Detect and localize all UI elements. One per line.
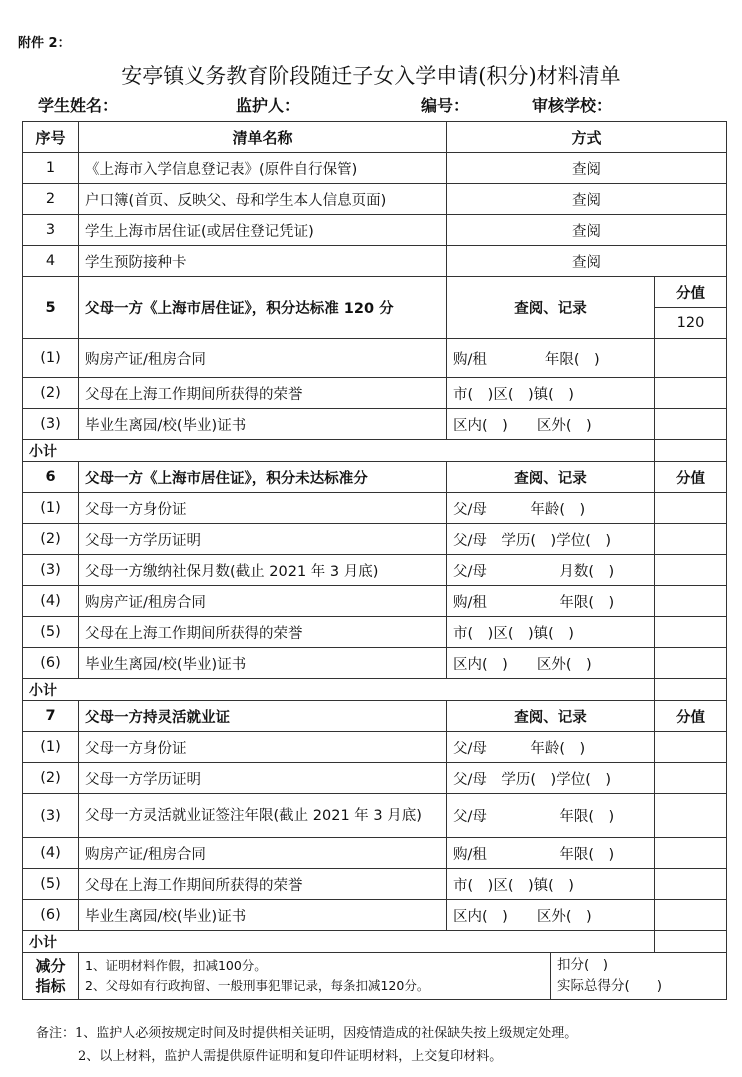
row-score-cell <box>655 838 727 869</box>
subtotal-row <box>23 679 727 701</box>
row-name: 毕业生离园/校(毕业)证书 <box>79 900 447 931</box>
section6-header-row <box>23 462 727 493</box>
row-seq: (6) <box>23 900 79 931</box>
row-seq: 4 <box>23 246 79 277</box>
deduction-rules <box>79 953 551 1000</box>
section7-score-label: 分值 <box>655 701 727 732</box>
row-name: 父母在上海工作期间所获得的荣誉 <box>79 378 447 409</box>
table-header-row <box>23 122 727 153</box>
table-row <box>23 555 727 586</box>
row-seq: (3) <box>23 555 79 586</box>
table-row <box>23 184 727 215</box>
section5-seq: 5 <box>23 277 79 339</box>
row-detail: 购/租 年限( ) <box>447 838 655 869</box>
deduct-points: 扣分( ) <box>557 957 609 973</box>
row-name: 学生预防接种卡 <box>79 246 447 277</box>
subtotal-score-cell <box>655 931 727 953</box>
row-score-cell <box>655 493 727 524</box>
section6-seq: 6 <box>23 462 79 493</box>
row-seq: (2) <box>23 763 79 794</box>
table-row <box>23 246 727 277</box>
subtotal-label: 小计 <box>23 931 655 953</box>
table-row <box>23 648 727 679</box>
row-method: 查阅 <box>447 215 727 246</box>
row-method: 查阅 <box>447 246 727 277</box>
attachment-label: 附件 2： <box>18 36 71 51</box>
row-detail: 父/母 年龄( ) <box>447 493 655 524</box>
table-row <box>23 378 727 409</box>
row-seq: 2 <box>23 184 79 215</box>
row-score-cell <box>655 648 727 679</box>
section5-score-value: 120 <box>655 308 727 339</box>
row-name: 父母一方学历证明 <box>79 763 447 794</box>
section6-name: 父母一方《上海市居住证》，积分未达标准分 <box>79 462 447 493</box>
row-score-cell <box>655 869 727 900</box>
row-name: 户口簿(首页、反映父、母和学生本人信息页面) <box>79 184 447 215</box>
row-name: 毕业生离园/校(毕业)证书 <box>79 409 447 440</box>
row-seq: 1 <box>23 153 79 184</box>
deduction-label-line2: 指标 <box>35 977 66 995</box>
table-row <box>23 409 727 440</box>
row-score-cell <box>655 339 727 378</box>
subtotal-label: 小计 <box>23 679 655 701</box>
table-row <box>23 493 727 524</box>
section7-seq: 7 <box>23 701 79 732</box>
student-name-label: 学生姓名： <box>38 96 119 115</box>
header-method: 方式 <box>447 122 727 153</box>
row-score-cell <box>655 409 727 440</box>
row-seq: (2) <box>23 524 79 555</box>
table-row <box>23 617 727 648</box>
table-row <box>23 869 727 900</box>
deduction-label <box>23 953 79 1000</box>
row-name: 购房产证/租房合同 <box>79 838 447 869</box>
table-row <box>23 524 727 555</box>
row-name: 毕业生离园/校(毕业)证书 <box>79 648 447 679</box>
row-name: 父母一方学历证明 <box>79 524 447 555</box>
table-row <box>23 763 727 794</box>
row-name: 《上海市入学信息登记表》(原件自行保管) <box>79 153 447 184</box>
section7-method: 查阅、记录 <box>447 701 655 732</box>
row-detail: 父/母 学历( )学位( ) <box>447 763 655 794</box>
table-row <box>23 838 727 869</box>
deduction-score <box>551 953 727 1000</box>
row-seq: (1) <box>23 732 79 763</box>
row-name: 父母一方缴纳社保月数(截止 2021 年 3 月底) <box>79 555 447 586</box>
row-score-cell <box>655 732 727 763</box>
row-name: 购房产证/租房合同 <box>79 586 447 617</box>
table-row <box>23 153 727 184</box>
row-score-cell <box>655 617 727 648</box>
row-detail: 父/母 月数( ) <box>447 555 655 586</box>
section5-name: 父母一方《上海市居住证》，积分达标准 120 分 <box>79 277 447 339</box>
row-score-cell <box>655 900 727 931</box>
table-row <box>23 215 727 246</box>
deduction-row <box>23 953 727 1000</box>
table-row <box>23 732 727 763</box>
row-name: 父母一方灵活就业证签注年限(截止 2021 年 3 月底) <box>79 794 447 838</box>
section7-header-row <box>23 701 727 732</box>
row-detail: 区内( ) 区外( ) <box>447 900 655 931</box>
row-name: 购房产证/租房合同 <box>79 339 447 378</box>
row-seq: (1) <box>23 493 79 524</box>
deduction-label-line1: 减分 <box>35 957 66 975</box>
row-detail: 区内( ) 区外( ) <box>447 648 655 679</box>
guardian-label: 监护人： <box>236 96 301 115</box>
row-detail: 父/母 年龄( ) <box>447 732 655 763</box>
section6-method: 查阅、记录 <box>447 462 655 493</box>
row-method: 查阅 <box>447 184 727 215</box>
header-seq: 序号 <box>23 122 79 153</box>
subtotal-score-cell <box>655 679 727 701</box>
deduction-rule-2: 2、父母如有行政拘留、一般刑事犯罪记录，每条扣减120分。 <box>85 978 430 993</box>
section5-method: 查阅、记录 <box>447 277 655 339</box>
actual-total-score: 实际总得分( ) <box>557 978 663 994</box>
row-name: 父母在上海工作期间所获得的荣誉 <box>79 617 447 648</box>
section5-header-row <box>23 277 727 308</box>
row-method: 查阅 <box>447 153 727 184</box>
note-1: 备注：1、监护人必须按规定时间及时提供相关证明，因疫情造成的社保缺失按上级规定处理。 <box>36 1026 578 1041</box>
row-score-cell <box>655 524 727 555</box>
section5-score-label: 分值 <box>655 277 727 308</box>
row-seq: (3) <box>23 409 79 440</box>
row-score-cell <box>655 378 727 409</box>
row-name: 学生上海市居住证(或居住登记凭证) <box>79 215 447 246</box>
row-seq: (2) <box>23 378 79 409</box>
row-name: 父母一方身份证 <box>79 493 447 524</box>
header-name: 清单名称 <box>79 122 447 153</box>
row-score-cell <box>655 555 727 586</box>
row-score-cell <box>655 586 727 617</box>
row-seq: (5) <box>23 617 79 648</box>
row-name: 父母在上海工作期间所获得的荣誉 <box>79 869 447 900</box>
row-detail: 区内( ) 区外( ) <box>447 409 655 440</box>
page-title: 安亭镇义务教育阶段随迁子女入学申请(积分)材料清单 <box>121 64 621 88</box>
table-row <box>23 586 727 617</box>
section6-score-label: 分值 <box>655 462 727 493</box>
row-detail: 父/母 学历( )学位( ) <box>447 524 655 555</box>
row-detail: 购/租 年限( ) <box>447 586 655 617</box>
subtotal-score-cell <box>655 440 727 462</box>
subtotal-label: 小计 <box>23 440 655 462</box>
row-detail: 购/租 年限( ) <box>447 339 655 378</box>
row-score-cell <box>655 794 727 838</box>
row-seq: (5) <box>23 869 79 900</box>
number-label: 编号： <box>421 96 470 115</box>
row-name: 父母一方身份证 <box>79 732 447 763</box>
notes <box>36 1022 577 1068</box>
table-row <box>23 339 727 378</box>
row-detail: 市( )区( )镇( ) <box>447 617 655 648</box>
row-seq: (6) <box>23 648 79 679</box>
row-detail: 市( )区( )镇( ) <box>447 869 655 900</box>
row-seq: (1) <box>23 339 79 378</box>
materials-table <box>22 121 727 1000</box>
subtotal-row <box>23 440 727 462</box>
row-seq: (4) <box>23 838 79 869</box>
section7-name: 父母一方持灵活就业证 <box>79 701 447 732</box>
school-label: 审核学校： <box>532 96 613 115</box>
table-row <box>23 794 727 838</box>
note-2: 2、以上材料，监护人需提供原件证明和复印件证明材料，上交复印材料。 <box>78 1049 503 1064</box>
deduction-rule-1: 1、证明材料作假，扣减100分。 <box>85 958 267 973</box>
row-detail: 市( )区( )镇( ) <box>447 378 655 409</box>
row-score-cell <box>655 763 727 794</box>
row-seq: (4) <box>23 586 79 617</box>
row-seq: (3) <box>23 794 79 838</box>
table-row <box>23 900 727 931</box>
subtotal-row <box>23 931 727 953</box>
row-detail: 父/母 年限( ) <box>447 794 655 838</box>
row-seq: 3 <box>23 215 79 246</box>
